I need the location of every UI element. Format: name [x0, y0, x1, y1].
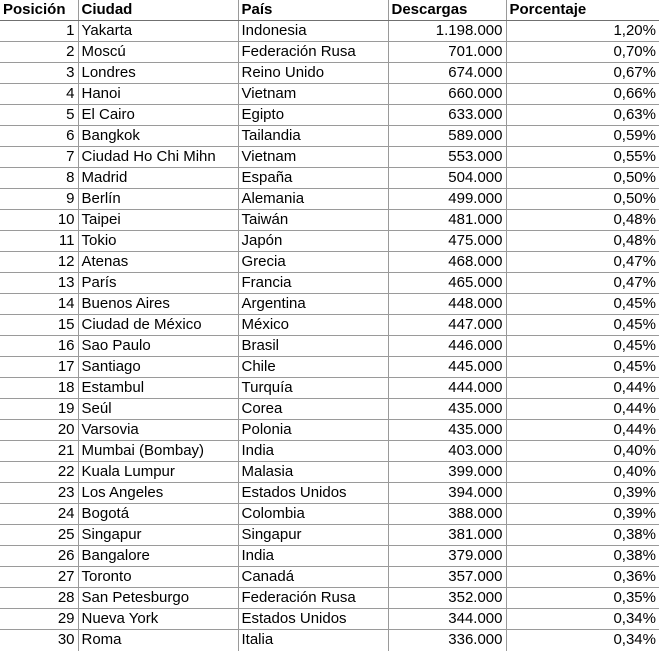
table-row: [0, 441, 659, 462]
cell-downloads: 633.000: [388, 105, 506, 126]
cell-country: Estados Unidos: [238, 483, 388, 504]
table-row: [0, 378, 659, 399]
table-row: [0, 588, 659, 609]
cell-city: Bogotá: [78, 504, 238, 525]
cell-country: Singapur: [238, 525, 388, 546]
cell-city: Ciudad Ho Chi Mihn: [78, 147, 238, 168]
cell-city: Singapur: [78, 525, 238, 546]
header-downloads: Descargas: [388, 0, 506, 21]
cell-position: 29: [0, 609, 78, 630]
cell-city: París: [78, 273, 238, 294]
cell-downloads: 447.000: [388, 315, 506, 336]
cell-downloads: 357.000: [388, 567, 506, 588]
cell-downloads: 465.000: [388, 273, 506, 294]
cell-city: Taipei: [78, 210, 238, 231]
cell-percentage: 0,39%: [506, 504, 659, 525]
cell-position: 14: [0, 294, 78, 315]
table-row: [0, 273, 659, 294]
table-row: [0, 399, 659, 420]
cell-percentage: 0,63%: [506, 105, 659, 126]
cell-position: 20: [0, 420, 78, 441]
cell-position: 8: [0, 168, 78, 189]
cell-country: India: [238, 546, 388, 567]
table-row: [0, 294, 659, 315]
table-row: [0, 630, 659, 651]
cell-downloads: 379.000: [388, 546, 506, 567]
cell-country: Canadá: [238, 567, 388, 588]
cell-downloads: 504.000: [388, 168, 506, 189]
cell-country: Indonesia: [238, 21, 388, 42]
cell-country: Federación Rusa: [238, 588, 388, 609]
cell-percentage: 0,38%: [506, 546, 659, 567]
cell-position: 4: [0, 84, 78, 105]
cell-position: 28: [0, 588, 78, 609]
header-position: Posición: [0, 0, 78, 21]
cell-country: Polonia: [238, 420, 388, 441]
table-row: [0, 252, 659, 273]
cell-downloads: 448.000: [388, 294, 506, 315]
cell-downloads: 445.000: [388, 357, 506, 378]
cell-position: 17: [0, 357, 78, 378]
cell-city: San Petesburgo: [78, 588, 238, 609]
table-row: [0, 84, 659, 105]
cell-position: 1: [0, 21, 78, 42]
table-row: [0, 42, 659, 63]
table-row: [0, 483, 659, 504]
cell-position: 27: [0, 567, 78, 588]
cell-downloads: 388.000: [388, 504, 506, 525]
cell-downloads: 352.000: [388, 588, 506, 609]
cell-percentage: 0,34%: [613, 631, 656, 649]
cell-downloads: 435.000: [388, 399, 506, 420]
cell-percentage: 0,50%: [506, 168, 659, 189]
cell-country: Malasia: [238, 462, 388, 483]
cell-country: Italia: [238, 630, 388, 651]
cell-position: 18: [0, 378, 78, 399]
cell-position: 6: [0, 126, 78, 147]
cell-position: 25: [0, 525, 78, 546]
cell-percentage: 0,50%: [506, 189, 659, 210]
cell-downloads: 553.000: [388, 147, 506, 168]
cell-percentage: 0,39%: [506, 483, 659, 504]
cell-city: Yakarta: [78, 21, 238, 42]
cell-city: Madrid: [78, 168, 238, 189]
cell-position: 24: [0, 504, 78, 525]
table-row: [0, 567, 659, 588]
cell-percentage: 0,48%: [506, 210, 659, 231]
cell-downloads: 446.000: [388, 336, 506, 357]
cell-position: 10: [0, 210, 78, 231]
cell-percentage: 0,34%: [506, 609, 659, 630]
cell-city: Nueva York: [78, 609, 238, 630]
cell-city: Bangkok: [78, 126, 238, 147]
table-row: [0, 315, 659, 336]
table-row: [0, 189, 659, 210]
cell-city: Toronto: [78, 567, 238, 588]
cell-city: Roma: [78, 630, 238, 651]
cell-downloads: 499.000: [388, 189, 506, 210]
cell-country: Vietnam: [238, 84, 388, 105]
header-city: Ciudad: [78, 0, 238, 21]
cell-position: 16: [0, 336, 78, 357]
cell-city: Santiago: [78, 357, 238, 378]
cell-country: Francia: [238, 273, 388, 294]
cell-downloads: 394.000: [388, 483, 506, 504]
cell-percentage: 0,44%: [506, 399, 659, 420]
cell-country: Egipto: [238, 105, 388, 126]
table-row: [0, 210, 659, 231]
table-row: [0, 21, 659, 42]
cell-percentage: 0,55%: [506, 147, 659, 168]
cell-downloads: 589.000: [388, 126, 506, 147]
cell-downloads: 660.000: [388, 84, 506, 105]
cell-percentage: 0,47%: [506, 252, 659, 273]
cell-country: Japón: [238, 231, 388, 252]
cell-position: 2: [0, 42, 78, 63]
table-row: [0, 525, 659, 546]
table-row: [0, 63, 659, 84]
cell-position: 26: [0, 546, 78, 567]
cell-downloads: 399.000: [388, 462, 506, 483]
table-row: [0, 420, 659, 441]
cell-position: 23: [0, 483, 78, 504]
cell-city: El Cairo: [78, 105, 238, 126]
table-row: [0, 357, 659, 378]
cell-country: Turquía: [238, 378, 388, 399]
cell-percentage: 1,20%: [506, 21, 659, 42]
cell-country: Corea: [238, 399, 388, 420]
cell-downloads: 674.000: [388, 63, 506, 84]
table-row: [0, 231, 659, 252]
cell-percentage: 0,48%: [506, 231, 659, 252]
cell-position: 3: [0, 63, 78, 84]
cell-city: Los Angeles: [78, 483, 238, 504]
cell-percentage: 0,70%: [506, 42, 659, 63]
cell-position: 21: [0, 441, 78, 462]
table-row: [0, 609, 659, 630]
cell-city: Varsovia: [78, 420, 238, 441]
cell-percentage: 0,36%: [506, 567, 659, 588]
cell-position: 9: [0, 189, 78, 210]
cell-city: Seúl: [78, 399, 238, 420]
cell-downloads: 381.000: [388, 525, 506, 546]
cell-city: Bangalore: [78, 546, 238, 567]
cell-country: Colombia: [238, 504, 388, 525]
cell-city: Atenas: [78, 252, 238, 273]
cell-downloads: 701.000: [388, 42, 506, 63]
cell-country: España: [238, 168, 388, 189]
cell-percentage: 0,47%: [506, 273, 659, 294]
cell-city: Hanoi: [78, 84, 238, 105]
cell-downloads: 475.000: [388, 231, 506, 252]
cell-country: Alemania: [238, 189, 388, 210]
cell-percentage: 0,40%: [506, 441, 659, 462]
cell-downloads: 468.000: [388, 252, 506, 273]
table-row: [0, 462, 659, 483]
cell-city: Berlín: [78, 189, 238, 210]
cell-city: Tokio: [78, 231, 238, 252]
cell-city: Estambul: [78, 378, 238, 399]
cell-downloads: 344.000: [388, 609, 506, 630]
cell-downloads: 435.000: [388, 420, 506, 441]
cell-percentage: 0,45%: [506, 294, 659, 315]
cell-city: Buenos Aires: [78, 294, 238, 315]
cell-downloads: 481.000: [388, 210, 506, 231]
cell-position: 12: [0, 252, 78, 273]
cell-country: Estados Unidos: [238, 609, 388, 630]
cell-country: Chile: [238, 357, 388, 378]
cell-position: 30: [0, 630, 78, 651]
table-row: [0, 504, 659, 525]
cell-country: México: [238, 315, 388, 336]
table-body: [0, 21, 659, 651]
cell-position: 22: [0, 462, 78, 483]
cell-city: Moscú: [78, 42, 238, 63]
table-row: [0, 168, 659, 189]
cell-country: Grecia: [238, 252, 388, 273]
cell-percentage: 0,45%: [506, 315, 659, 336]
cell-country: Argentina: [238, 294, 388, 315]
cell-city: Sao Paulo: [78, 336, 238, 357]
cell-percentage: 0,38%: [506, 525, 659, 546]
cell-percentage: 0,35%: [506, 588, 659, 609]
header-country: País: [238, 0, 388, 21]
cell-percentage: 0,45%: [506, 336, 659, 357]
cell-country: Reino Unido: [238, 63, 388, 84]
cell-percentage: 0,40%: [506, 462, 659, 483]
cell-city: Mumbai (Bombay): [78, 441, 238, 462]
cell-country: Taiwán: [238, 210, 388, 231]
cell-country: Federación Rusa: [238, 42, 388, 63]
cell-city: Ciudad de México: [78, 315, 238, 336]
cell-country: Vietnam: [238, 147, 388, 168]
cell-percentage: 0,44%: [506, 378, 659, 399]
cell-position: 5: [0, 105, 78, 126]
cell-downloads: 444.000: [388, 378, 506, 399]
cell-downloads: 336.000: [388, 630, 506, 651]
cell-percentage: 0,45%: [506, 357, 659, 378]
cell-downloads: 1.198.000: [388, 21, 506, 42]
header-percentage: Porcentaje: [506, 0, 659, 21]
cell-position: 7: [0, 147, 78, 168]
cell-position: 15: [0, 315, 78, 336]
cell-country: India: [238, 441, 388, 462]
cell-position: 11: [0, 231, 78, 252]
cell-city: Kuala Lumpur: [78, 462, 238, 483]
cell-position: 19: [0, 399, 78, 420]
table-row: [0, 336, 659, 357]
cell-country: Tailandia: [238, 126, 388, 147]
cell-downloads: 403.000: [388, 441, 506, 462]
cell-country: Brasil: [238, 336, 388, 357]
table-row: [0, 126, 659, 147]
cell-percentage: 0,67%: [506, 63, 659, 84]
cell-position: 13: [0, 273, 78, 294]
cell-percentage: 0,44%: [506, 420, 659, 441]
header-row: [0, 0, 659, 21]
table-row: [0, 105, 659, 126]
cell-city: Londres: [78, 63, 238, 84]
cell-percentage: 0,59%: [506, 126, 659, 147]
table-row: [0, 147, 659, 168]
table-row: [0, 546, 659, 567]
cell-percentage: 0,66%: [506, 84, 659, 105]
